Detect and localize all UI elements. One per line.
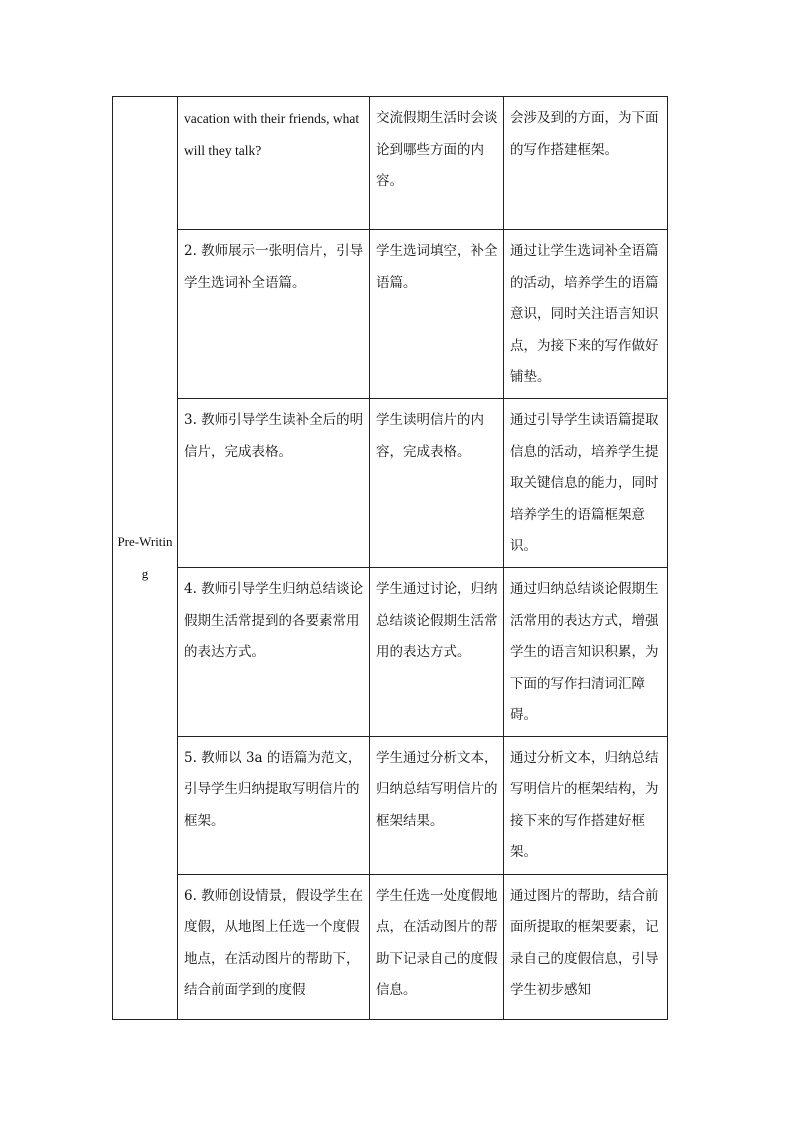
stage-cell: Pre-Writing xyxy=(113,97,178,1020)
table-row xyxy=(113,736,668,874)
table-row xyxy=(113,568,668,737)
teacher-activity-cell: 6. 教师创设情景，假设学生在度假，从地图上任选一个度假地点，在活动图片的帮助下，结合前面学到的度假 xyxy=(178,874,370,1019)
teacher-activity-cell: 2. 教师展示一张明信片，引导学生选词补全语篇。 xyxy=(178,230,370,399)
student-activity-cell: 交流假期生活时会谈论到哪些方面的内容。 xyxy=(370,97,504,230)
teacher-activity-cell: 5. 教师以 3a 的语篇为范文，引导学生归纳提取写明信片的框架。 xyxy=(178,736,370,874)
design-purpose-cell: 通过图片的帮助，结合前面所提取的框架要素，记录自己的度假信息，引导学生初步感知 xyxy=(504,874,668,1019)
teacher-activity-cell: vacation with their friends, what will they talk? xyxy=(178,97,370,230)
teacher-activity-cell: 4. 教师引导学生归纳总结谈论假期生活常提到的各要素常用的表达方式。 xyxy=(178,568,370,737)
table-row xyxy=(113,399,668,568)
design-purpose-cell: 通过归纳总结谈论假期生活常用的表达方式，增强学生的语言知识积累，为下面的写作扫清词汇障碍。 xyxy=(504,568,668,737)
student-activity-cell: 学生通过分析文本，归纳总结写明信片的框架结果。 xyxy=(370,736,504,874)
table-row xyxy=(113,230,668,399)
teacher-activity-cell: 3. 教师引导学生读补全后的明信片，完成表格。 xyxy=(178,399,370,568)
student-activity-cell: 学生任选一处度假地点，在活动图片的帮助下记录自己的度假信息。 xyxy=(370,874,504,1019)
table-row xyxy=(113,97,668,230)
design-purpose-cell: 通过分析文本，归纳总结写明信片的框架结构，为接下来的写作搭建好框架。 xyxy=(504,736,668,874)
design-purpose-cell: 通过让学生选词补全语篇的活动，培养学生的语篇意识，同时关注语言知识点，为接下来的写作做好铺垫。 xyxy=(504,230,668,399)
lesson-plan-table xyxy=(112,96,668,1020)
design-purpose-cell: 会涉及到的方面，为下面的写作搭建框架。 xyxy=(504,97,668,230)
student-activity-cell: 学生通过讨论，归纳总结谈论假期生活常用的表达方式。 xyxy=(370,568,504,737)
student-activity-cell: 学生读明信片的内容，完成表格。 xyxy=(370,399,504,568)
design-purpose-cell: 通过引导学生读语篇提取信息的活动，培养学生提取关键信息的能力，同时培养学生的语篇框架意识。 xyxy=(504,399,668,568)
table-row xyxy=(113,874,668,1019)
student-activity-cell: 学生选词填空，补全语篇。 xyxy=(370,230,504,399)
